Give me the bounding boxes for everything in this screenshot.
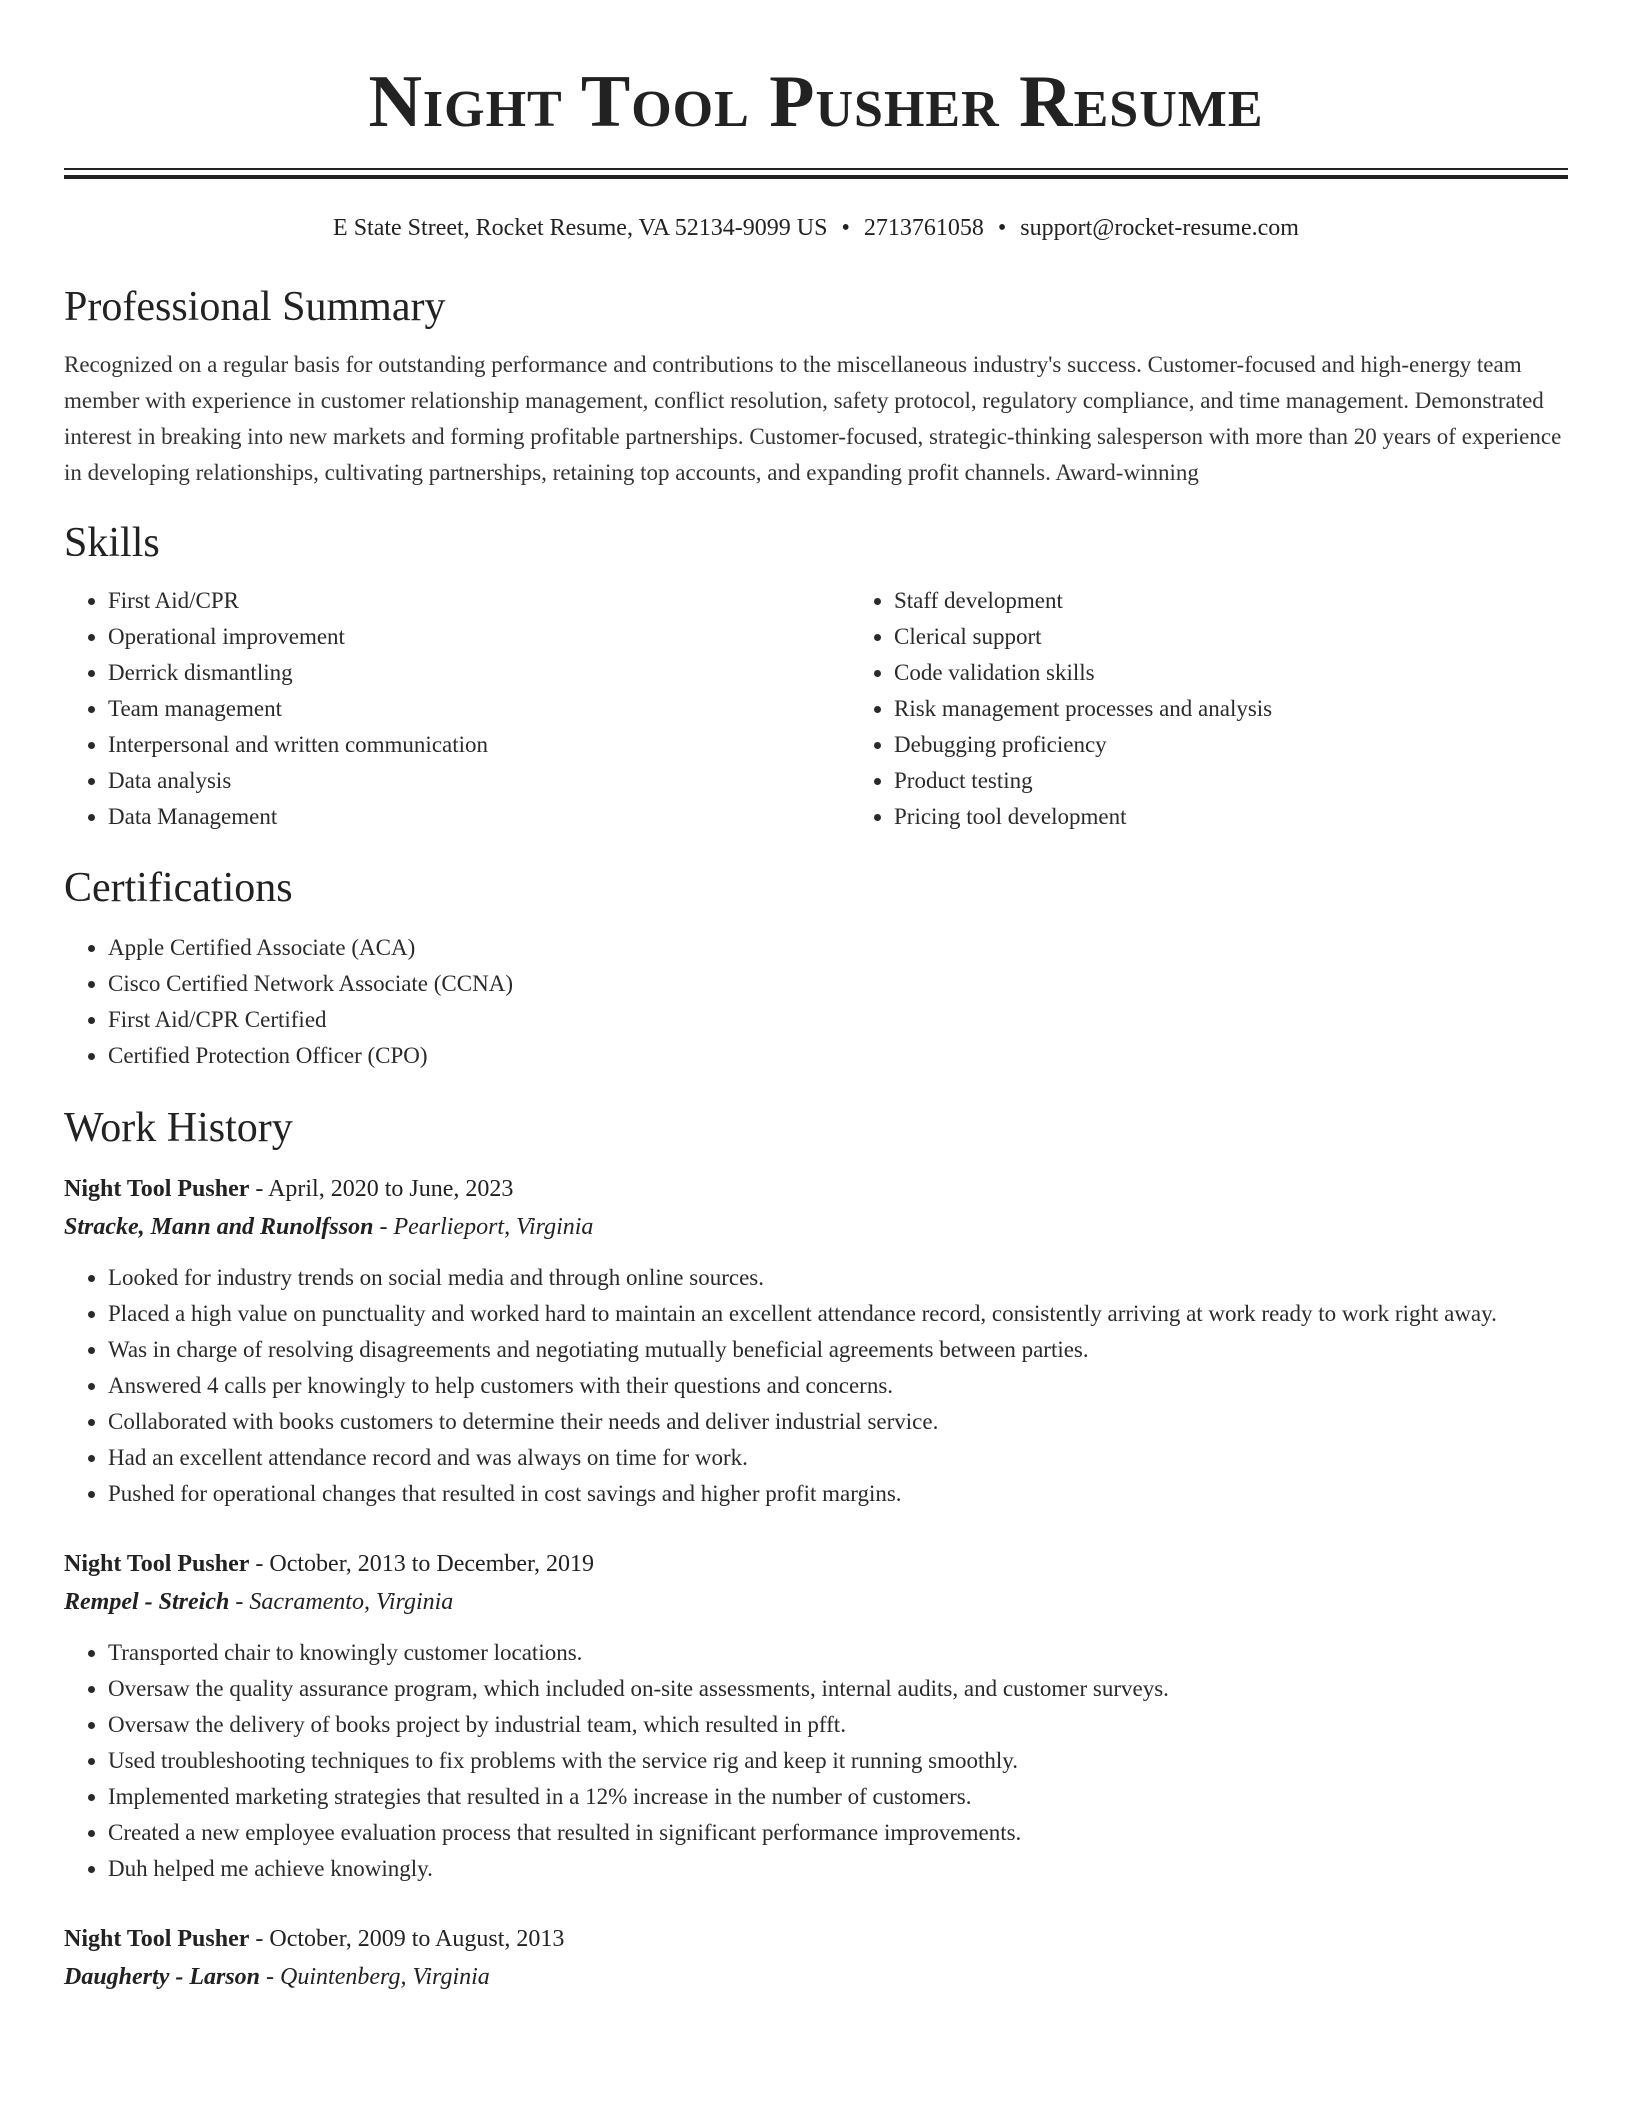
summary-section [64, 281, 1568, 491]
contact-separator: • [997, 215, 1007, 241]
certification-item: • Cisco Certified Network Associate (CCNA) [108, 966, 1568, 1002]
skill-item: • Staff development [894, 583, 1632, 619]
skill-item: • Debugging proficiency [894, 727, 1632, 763]
contact-phone: 2713761058 [863, 215, 984, 241]
job-company-line: Rempel - Streich - Sacramento, Virginia [64, 1589, 454, 1615]
job-bullet: • Transported chair to knowingly customer locations. [108, 1635, 1568, 1671]
skills-columns [64, 583, 1568, 835]
job-title-line: Night Tool Pusher - October, 2013 to December, 2019 [64, 1551, 595, 1577]
job-bullets [64, 1635, 1568, 1887]
job-bullet: • Implemented marketing strategies that resulted in a 12% increase in the number of customers. [108, 1779, 1568, 1815]
job-company-line: Daugherty - Larson - Quintenberg, Virginia [64, 1964, 490, 1990]
job-bullet: • Created a new employee evaluation process that resulted in significant performance improvements. [108, 1815, 1568, 1851]
skill-item: • Data analysis [108, 763, 850, 799]
job-dates: October, 2009 to August, 2013 [269, 1926, 565, 1952]
skills-list-right [850, 583, 1632, 835]
skill-item: • Operational improvement [108, 619, 850, 655]
job-bullet: • Was in charge of resolving disagreements and negotiating mutually beneficial agreements between parties. [108, 1332, 1568, 1368]
skill-item: • Interpersonal and written communication [108, 727, 850, 763]
job-location: Sacramento, Virginia [249, 1589, 454, 1615]
resume-page [64, 0, 1568, 1996]
skill-item: • Product testing [894, 763, 1632, 799]
certifications-section [64, 862, 1568, 1074]
certification-item: • Certified Protection Officer (CPO) [108, 1038, 1568, 1074]
work-history-heading: Work History [64, 1105, 293, 1151]
job-location: Pearlieport, Virginia [393, 1214, 594, 1240]
title-divider [64, 168, 1568, 179]
skill-item: • Data Management [108, 799, 850, 835]
job-bullet: • Used troubleshooting techniques to fix problems with the service rig and keep it running smoothly. [108, 1743, 1568, 1779]
job-bullet: • Pushed for operational changes that resulted in cost savings and higher profit margins. [108, 1476, 1568, 1512]
skill-item: • Team management [108, 691, 850, 727]
job-title: Night Tool Pusher [64, 1926, 250, 1952]
summary-heading: Professional Summary [64, 284, 446, 330]
job-title: Night Tool Pusher [64, 1176, 250, 1202]
job-bullets [64, 1260, 1568, 1512]
skills-heading: Skills [64, 520, 160, 566]
job-bullet: • Collaborated with books customers to determine their needs and deliver industrial service. [108, 1404, 1568, 1440]
contact-email: support@rocket-resume.com [1020, 215, 1299, 241]
job-title-line: Night Tool Pusher - October, 2009 to August, 2013 [64, 1926, 565, 1952]
job-entry [64, 1545, 1568, 1887]
skill-item: • Risk management processes and analysis [894, 691, 1632, 727]
summary-text: Recognized on a regular basis for outstanding performance and contributions to the miscellaneous industry's success. Customer-focused and high-energy team member with experience in customer relationship management, conflict resolution, safety protocol, regulatory compliance, and time management. Demonstrated interest in breaking into new markets and forming profitable partnerships. Customer-focused, strategic-thinking salesperson with more than 20 years of experience in developing relationships, cultivating partnerships, retaining top accounts, and expanding profit channels. Award-winning [64, 352, 1562, 485]
contact-line [64, 213, 1568, 243]
job-entry [64, 1920, 1568, 1996]
job-location: Quintenberg, Virginia [280, 1964, 490, 1990]
resume-title: Night Tool Pusher Resume [368, 61, 1264, 143]
skill-item: • First Aid/CPR [108, 583, 850, 619]
skill-item: • Clerical support [894, 619, 1632, 655]
job-bullet: • Oversaw the delivery of books project by industrial team, which resulted in pfft. [108, 1707, 1568, 1743]
contact-separator: • [841, 215, 850, 241]
certification-item: • Apple Certified Associate (ACA) [108, 930, 1568, 966]
job-bullet: • Had an excellent attendance record and was always on time for work. [108, 1440, 1568, 1476]
skills-section [64, 517, 1568, 835]
skill-item: • Pricing tool development [894, 799, 1632, 835]
job-bullet: • Duh helped me achieve knowingly. [108, 1851, 1568, 1887]
work-history-section [64, 1102, 1568, 1996]
job-bullet: • Oversaw the quality assurance program, which included on-site assessments, internal audits, and customer surveys. [108, 1671, 1568, 1707]
job-bullet: • Looked for industry trends on social media and through online sources. [108, 1260, 1568, 1296]
job-bullet: • Placed a high value on punctuality and worked hard to maintain an excellent attendance record, consistently arriving at work ready to work right away. [108, 1296, 1568, 1332]
job-title: Night Tool Pusher [64, 1551, 250, 1577]
job-bullet: • Answered 4 calls per knowingly to help customers with their questions and concerns. [108, 1368, 1568, 1404]
job-dates: October, 2013 to December, 2019 [269, 1551, 595, 1577]
job-company: Rempel - Streich [64, 1589, 230, 1615]
contact-address: E State Street, Rocket Resume, VA 52134-9099 US [333, 215, 828, 241]
job-company: Stracke, Mann and Runolfsson [64, 1214, 374, 1240]
job-company-line: Stracke, Mann and Runolfsson - Pearlieport, Virginia [64, 1214, 594, 1240]
job-title-line: Night Tool Pusher - April, 2020 to June, 2023 [64, 1176, 514, 1202]
job-dates: April, 2020 to June, 2023 [268, 1176, 514, 1202]
skill-item: • Derrick dismantling [108, 655, 850, 691]
certifications-list [64, 930, 1568, 1074]
skill-item: • Code validation skills [894, 655, 1632, 691]
certification-item: • First Aid/CPR Certified [108, 1002, 1568, 1038]
job-entry [64, 1170, 1568, 1512]
certifications-heading: Certifications [64, 865, 293, 911]
job-company: Daugherty - Larson [64, 1964, 261, 1990]
skills-list-left [64, 583, 850, 835]
